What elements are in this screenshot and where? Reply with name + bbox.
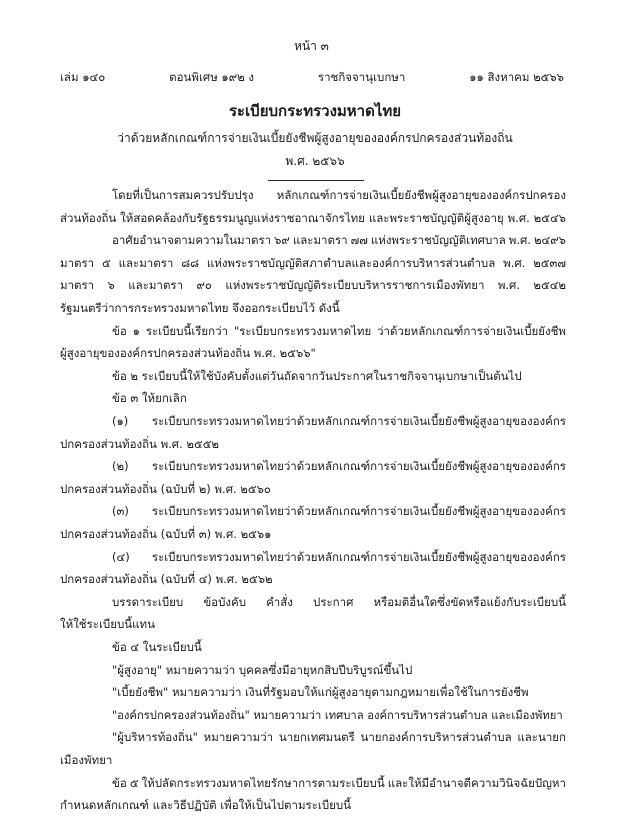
document-title: ระเบียบกระทรวงมหาดไทย [228,102,402,120]
body-line [112,235,566,247]
word: ๑ [132,323,140,338]
body-line: ข้อ ๓ ให้ยกเลิก [112,391,187,406]
body-line: รัฐมนตรีว่าการกระทรวงมหาดไทย จึงออกระเบียบไว้ ดังนี้ [60,301,340,315]
body-line [112,190,566,202]
word: ว่าด้วยหลักเกณฑ์การจ่ายเงินเบี้ยยังชีพ [377,323,566,338]
word: ๗๗ [350,233,368,248]
word: ระเบียบกระทรวงมหาดไทยว่าด้วยหลักเกณฑ์การจ่ายเงินเบี้ยยังชีพผู้สูงอายุขององค์กร [151,504,566,519]
volume: เล่ม ๑๔๐ [60,70,106,84]
word: และมาตรา [292,233,348,248]
publication-date: ๑๑ สิงหาคม ๒๕๖๖ [469,70,564,84]
word: ข้อ [112,323,127,338]
word: และให้มีอำนาจตีความวินิจฉัยปัญหา [387,775,566,790]
word: แห่งพระราชบัญญัติระเบียบบริหารราชการเมืองพัทยา [225,278,485,293]
body-line [112,323,566,338]
word: ข้อบังคับ [203,594,246,609]
body-line: กำหนดหลักเกณฑ์ และวิธีปฏิบัติ เพื่อให้เป็นไปตามระเบียบนี้ [60,798,352,813]
word: ให้สอดคล้องกับรัฐธรรมนูญแห่งราชอาณาจักรไทย [120,210,365,225]
publication-name: ราชกิจจานุเบกษา [317,70,406,84]
word: หมายความว่า [203,730,274,745]
word: นายกเทศมนตรี [278,730,355,745]
word: ระเบียบกระทรวงมหาดไทยว่าด้วยหลักเกณฑ์การจ่ายเงินเบี้ยยังชีพผู้สูงอายุขององค์กร [151,549,566,564]
document-year: พ.ศ. ๒๕๖๖ [285,154,345,168]
body-line: "องค์กรปกครองส่วนท้องถิ่น" หมายความว่า เทศบาล องค์การบริหารส่วนตำบล และเมืองพัทยา [112,708,563,722]
word: ๖ [107,278,115,293]
word: และมาตรา [118,255,174,270]
word: ๖๙ [274,233,290,248]
body-line: "เบี้ยยังชีพ" หมายความว่า เงินที่รัฐมอบให้แก่ผู้สูงอายุตามกฎหมายเพื่อใช้ในการยังชีพ [112,685,529,700]
body-line: ปกครองส่วนท้องถิ่น (ฉบับที่ ๔) พ.ศ. ๒๕๖๒ [60,572,273,587]
word: ๒๕๓๗ [533,255,566,270]
word: หลักเกณฑ์การจ่ายเงินเบี้ยยังชีพผู้สูงอายุขององค์กรปกครอง [276,188,566,202]
word: คำสั่ง [266,594,293,609]
word: ส่วนท้องถิ่น [60,210,117,225]
word: และพระราชบัญญัติผู้สูงอายุ [368,210,504,225]
body-line: ปกครองส่วนท้องถิ่น (ฉบับที่ ๒) พ.ศ. ๒๕๖๐ [60,481,271,496]
word: ๕ [102,255,111,270]
body-line: เมืองพัทยา [60,753,113,767]
title-divider [268,180,364,181]
body-line [112,732,566,744]
word: ระเบียบนี้เรียกว่า [145,323,229,338]
word: ให้ปลัดกระทรวงมหาดไทยรักษาการตามระเบียบนี้ [141,775,385,790]
word: ๘๘ [181,255,199,270]
body-line [60,280,566,292]
word: หรือมติอื่นใดซึ่งขัดหรือแย้งกับระเบียบนี้ [373,594,566,609]
body-line: ข้อ ๒ ระเบียบนี้ให้ใช้บังคับตั้งแต่วันถัดจากวันประกาศในราชกิจจานุเบกษาเป็นต้นไป [112,368,522,383]
word: พ.ศ. [507,210,530,225]
word: (๑) [112,414,129,428]
word: มาตรา [60,278,95,293]
body-line [60,210,566,225]
word: อาศัยอำนาจตามความในมาตรา [112,233,272,248]
issue: ตอนพิเศษ ๑๙๒ ง [169,70,254,84]
word: ๕ [129,775,139,790]
body-line: ปกครองส่วนท้องถิ่น (ฉบับที่ ๓) พ.ศ. ๒๕๖๑ [60,527,272,541]
word: ๙๐ [196,278,212,293]
word: "ผู้บริหารท้องถิ่น" [112,730,198,745]
word: ข้อ [112,775,127,790]
body-line [112,549,566,564]
body-line: "ผู้สูงอายุ" หมายความว่า บุคคลซึ่งมีอายุหกสิบปีบริบูรณ์ขึ้นไป [112,662,413,677]
body-line: ผู้สูงอายุขององค์กรปกครองส่วนท้องถิ่น พ.ศ. ๒๕๖๖" [60,346,316,361]
body-line [112,775,566,790]
word: มาตรา [60,255,95,270]
body-line: ให้ใช้ระเบียบนี้แทน [60,617,155,632]
word: ๒๕๔๒ [533,278,566,293]
word: (๓) [112,504,129,519]
word: นายกองค์การบริหารส่วนตำบล [360,730,512,745]
word: (๔) [112,549,130,564]
word: พ.ศ. [497,278,521,293]
word: บรรดาระเบียบ [112,594,184,609]
body-line [112,506,566,518]
body-line: ข้อ ๔ ในระเบียบนี้ [112,640,202,654]
word: (๒) [112,459,129,474]
word: และมาตรา [128,278,184,293]
page-number: หน้า ๓ [294,39,329,53]
body-line [112,416,566,428]
word: ๒๕๔๖ [533,210,566,225]
body-line: ปกครองส่วนท้องถิ่น พ.ศ. ๒๕๕๒ [60,436,219,451]
word: ประกาศ [313,594,354,609]
body-line [112,594,566,609]
word: ระเบียบกระทรวงมหาดไทยว่าด้วยหลักเกณฑ์การจ่ายเงินเบี้ยยังชีพผู้สูงอายุขององค์กร [151,414,566,428]
document-subtitle: ว่าด้วยหลักเกณฑ์การจ่ายเงินเบี้ยยังชีพผู้สูงอายุขององค์กรปกครองส่วนท้องถิ่น [117,131,513,145]
word: แห่งพระราชบัญญัติเทศบาล [370,233,506,248]
word: "ระเบียบกระทรวงมหาดไทย [233,323,372,338]
word: แห่งพระราชบัญญัติสภาตำบลและองค์การบริหารส่วนตำบล [206,255,496,270]
body-line [112,461,566,473]
body-line [60,255,566,270]
word: และนายก [517,730,566,745]
word: พ.ศ. [508,233,531,248]
word: พ.ศ. [503,255,526,270]
word: โดยที่เป็นการสมควรปรับปรุง [112,188,254,202]
gazette-header [60,72,564,84]
word: ระเบียบกระทรวงมหาดไทยว่าด้วยหลักเกณฑ์การจ่ายเงินเบี้ยยังชีพผู้สูงอายุขององค์กร [151,459,566,474]
word: ๒๔๙๖ [533,233,566,248]
